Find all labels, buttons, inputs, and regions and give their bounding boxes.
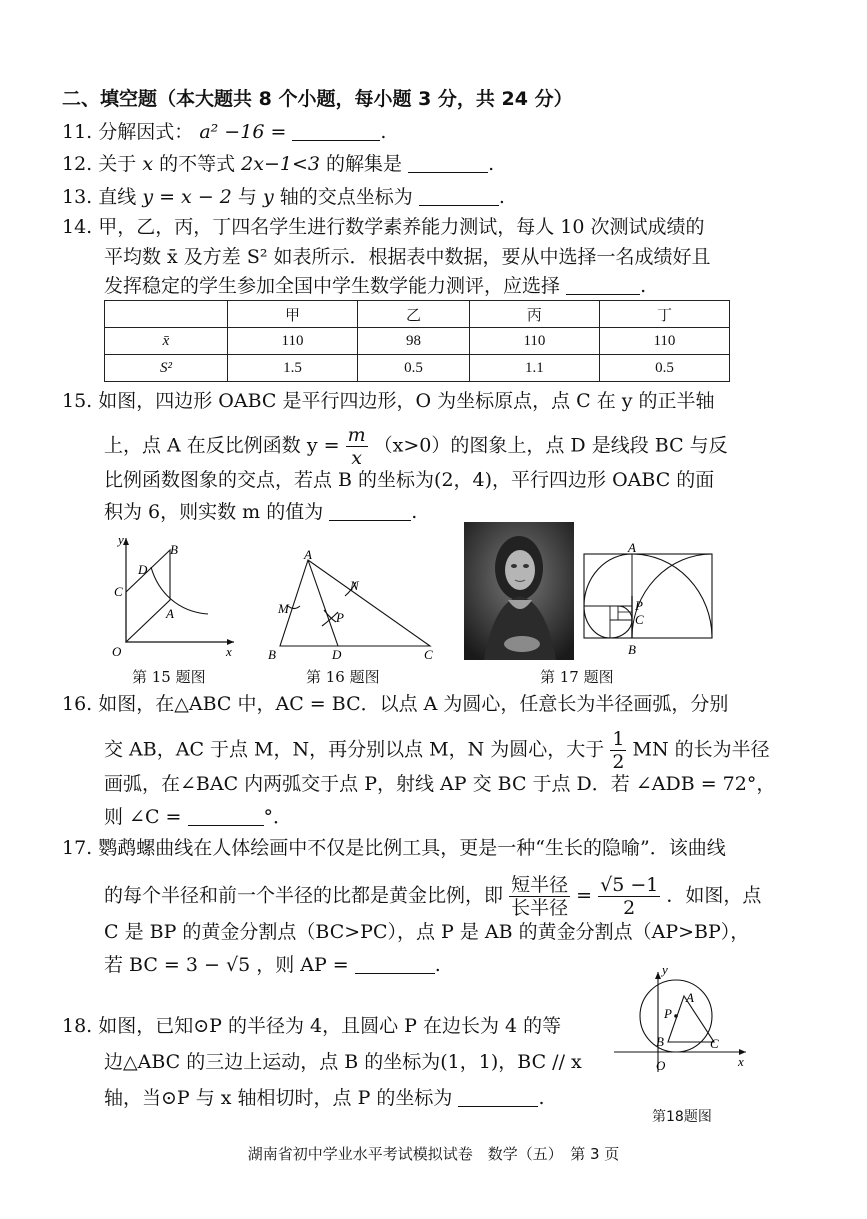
label-B: B (656, 1034, 664, 1049)
question-18-line1 (62, 1013, 561, 1039)
question-number: 18. (62, 1015, 93, 1037)
fraction-numerator: √5 −1 (600, 874, 659, 896)
fraction-denominator: 长半径 (511, 897, 569, 919)
question-stem: 分解因式： (98, 121, 194, 143)
label-A: A (304, 548, 312, 562)
label-A: A (628, 540, 636, 555)
question-text: 如图，在△ABC 中，AC = BC．以点 A 为圆心，任意长为半径画弧，分别 (98, 693, 729, 715)
expression: y = x − 2 (142, 186, 232, 208)
table-header-cell (105, 301, 228, 328)
punct: . (411, 501, 418, 523)
fraction-numerator: m (347, 424, 366, 446)
question-16-line1 (62, 691, 728, 717)
table-header-row (105, 301, 730, 328)
question-text: （x>0）的图象上，点 D 是线段 BC 与反 (373, 434, 728, 457)
label-D: D (332, 647, 342, 662)
label-x: x (738, 1054, 744, 1069)
question-text: 轴，当⊙P 与 x 轴相切时，点 P 的坐标为 (104, 1087, 453, 1109)
question-14-line1 (62, 214, 705, 240)
label-O: O (656, 1058, 666, 1073)
label-P: P (336, 610, 344, 625)
punct: . (640, 275, 647, 297)
question-text: ．如图，点 (666, 884, 762, 907)
punct: . (488, 153, 495, 175)
fraction-one-half (610, 728, 626, 773)
label-C: C (635, 612, 644, 627)
table-cell: 110 (228, 328, 358, 355)
fraction-denominator: x (351, 447, 362, 469)
label-P: P (664, 1006, 672, 1021)
punct: . (498, 186, 505, 208)
label-B: B (170, 542, 178, 557)
label-M: M (278, 601, 289, 616)
answer-blank[interactable] (355, 955, 435, 974)
fraction-m-over-x (346, 424, 368, 469)
section-title: 二、填空题（本大题共 8 个小题，每小题 3 分，共 24 分） (62, 88, 573, 110)
question-text: 交 AB，AC 于点 M，N，再分别以点 M，N 为圆心，大于 (104, 738, 605, 761)
caption-16: 第 16 题图 (306, 668, 380, 686)
caption-15: 第 15 题图 (132, 668, 206, 686)
caption-18: 第18题图 (652, 1109, 712, 1125)
question-number: 16. (62, 693, 93, 715)
question-17-line3: C 是 BP 的黄金分割点（BC>PC），点 P 是 AB 的黄金分割点（AP>BP）， (104, 921, 750, 943)
equals-sign: = (576, 884, 593, 907)
question-text: MN 的长为半径 (632, 738, 770, 761)
label-C: C (424, 647, 433, 662)
label-B: B (268, 647, 276, 662)
question-17-line2 (104, 874, 761, 919)
question-number: 13. (62, 186, 93, 208)
table-cell: 0.5 (599, 355, 729, 382)
label-A: A (686, 990, 694, 1005)
table-cell: 1.1 (469, 355, 599, 382)
table-cell: 1.5 (228, 355, 358, 382)
question-18-line3 (104, 1085, 545, 1111)
table-header-cell: 乙 (358, 301, 470, 328)
text-post: 轴的交点坐标为 (279, 186, 413, 208)
answer-blank[interactable] (188, 807, 264, 826)
text-pre: 直线 (98, 186, 137, 208)
answer-blank[interactable] (566, 276, 640, 295)
label-B: B (628, 642, 636, 657)
question-14-line2: 平均数 x̄ 及方差 S² 如表所示．根据表中数据，要从中选择一名成绩好且 (104, 246, 711, 268)
fraction-denominator: 2 (612, 751, 625, 773)
table-cell: 110 (599, 328, 729, 355)
question-14-line3 (104, 273, 646, 299)
question-text: 发挥稳定的学生参加全国中学生数学能力测评，应选择 (104, 275, 561, 297)
question-16-line4 (104, 804, 292, 830)
table-row (105, 328, 730, 355)
table-header-cell: 甲 (228, 301, 358, 328)
figure-17-spiral (580, 540, 720, 660)
question-number: 17. (62, 837, 93, 859)
text-mid: 的不等式 (159, 153, 236, 175)
answer-blank[interactable] (419, 187, 499, 206)
label-O: O (112, 644, 122, 659)
label-y: y (662, 968, 668, 977)
answer-blank[interactable] (329, 502, 411, 521)
score-table (104, 300, 730, 382)
question-number: 14. (62, 216, 93, 238)
figure-15 (108, 532, 238, 660)
table-header-cell: 丙 (469, 301, 599, 328)
label-A: A (166, 606, 174, 621)
label-C: C (710, 1036, 719, 1051)
punct: . (434, 954, 441, 976)
label-x: x (226, 644, 232, 659)
question-text: 上，点 A 在反比例函数 y = (104, 434, 340, 457)
expression: 2x−1<3 (241, 153, 320, 175)
variable: y (262, 186, 274, 208)
fraction-numerator: 1 (612, 728, 625, 750)
question-text: 则 ∠C = (104, 806, 182, 828)
question-17-line4 (104, 952, 441, 978)
text-post: 的解集是 (326, 153, 403, 175)
variable: x (142, 153, 154, 175)
question-text: 的每个半径和前一个半径的比都是黄金比例，即 (104, 884, 504, 907)
fraction-short-over-long (509, 874, 570, 919)
label-P: P (635, 598, 643, 613)
punct: . (538, 1087, 545, 1109)
question-number: 15. (62, 390, 93, 412)
page-footer: 湖南省初中学业水平考试模拟试卷 数学（五） 第 3 页 (247, 1145, 620, 1163)
question-18-line2: 边△ABC 的三边上运动，点 B 的坐标为(1，1)，BC // x (104, 1051, 582, 1073)
question-16-line3: 画弧，在∠BAC 内两弧交于点 P，射线 AP 交 BC 于点 D．若 ∠ADB = 72°， (104, 773, 776, 795)
question-text: 如图，已知⊙P 的半径为 4，且圆心 P 在边长为 4 的等 (98, 1015, 562, 1037)
question-15-line1 (62, 388, 715, 414)
question-15-line3: 比例函数图象的交点，若点 B 的坐标为(2，4)，平行四边形 OABC 的面 (104, 469, 715, 491)
text-pre: 关于 (98, 153, 137, 175)
question-15-line4 (104, 499, 417, 525)
label-D: D (138, 562, 148, 577)
question-16-line2 (104, 728, 770, 773)
question-text: 积为 6，则实数 m 的值为 (104, 501, 324, 523)
table-cell: 98 (358, 328, 470, 355)
label-N: N (350, 578, 359, 593)
fraction-golden-ratio (598, 874, 660, 919)
figure-18 (606, 968, 752, 1078)
fraction-numerator: 短半径 (511, 874, 569, 896)
question-12 (62, 151, 494, 177)
table-cell: 110 (469, 328, 599, 355)
question-17-line1 (62, 835, 726, 861)
fraction-denominator: 2 (623, 897, 636, 919)
answer-blank[interactable] (458, 1088, 538, 1107)
label-C: C (114, 584, 123, 599)
label-y: y (118, 532, 124, 547)
expression: a² −16 = (199, 121, 287, 143)
caption-17: 第 17 题图 (540, 668, 614, 686)
question-15-line2 (104, 424, 728, 469)
question-number: 12. (62, 153, 93, 175)
question-13 (62, 184, 505, 210)
question-text: 如图，四边形 OABC 是平行四边形，O 为坐标原点，点 C 在 y 的正半轴 (98, 390, 715, 412)
punct: . (380, 121, 387, 143)
punct: °． (263, 806, 293, 828)
figure-16 (264, 548, 444, 664)
table-cell: x̄ (105, 328, 228, 355)
question-text: 甲，乙，丙，丁四名学生进行数学素养能力测试，每人 10 次测试成绩的 (98, 216, 705, 238)
answer-blank[interactable] (292, 122, 380, 141)
table-cell: 0.5 (358, 355, 470, 382)
table-row (105, 355, 730, 382)
question-text: 鹦鹉螺曲线在人体绘画中不仅是比例工具，更是一种“生长的隐喻”．该曲线 (98, 837, 726, 859)
question-text: 若 BC = 3 − √5 ，则 AP = (104, 954, 349, 976)
question-11 (62, 119, 386, 145)
table-cell: S² (105, 355, 228, 382)
portrait-image (464, 522, 574, 660)
text-mid: 与 (237, 186, 257, 208)
table-header-cell: 丁 (599, 301, 729, 328)
question-number: 11. (62, 121, 93, 143)
answer-blank[interactable] (408, 154, 488, 173)
